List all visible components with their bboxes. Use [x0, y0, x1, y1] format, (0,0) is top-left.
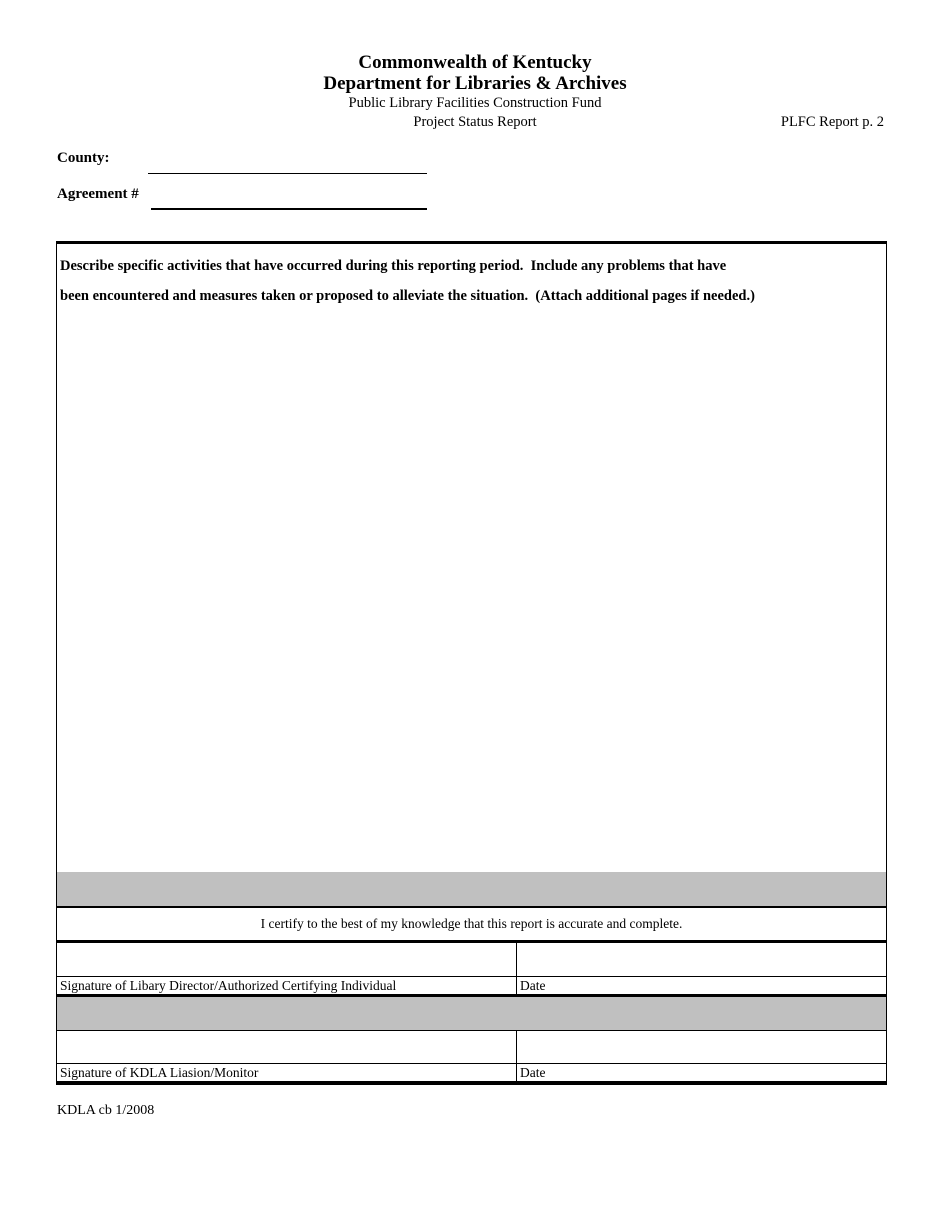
shaded-divider-bar	[57, 872, 886, 908]
org-title: Commonwealth of Kentucky	[358, 52, 592, 73]
director-date-field[interactable]	[517, 943, 886, 976]
kdla-label-row	[57, 1063, 886, 1081]
shaded-divider-bar	[57, 997, 886, 1031]
kdla-date-label: Date	[520, 1065, 546, 1080]
form-header	[0, 52, 950, 132]
page-number-label: PLFC Report p. 2	[780, 114, 884, 130]
director-date-label: Date	[520, 978, 546, 993]
kdla-date-field[interactable]	[517, 1031, 886, 1063]
report-title: Project Status Report	[413, 114, 537, 130]
kdla-signature-row	[57, 1031, 886, 1063]
activities-description-area[interactable]	[57, 244, 886, 872]
director-signature-label: Signature of Libary Director/Authorized Certifying Individual	[57, 977, 517, 994]
form-code: KDLA cb 1/2008	[57, 1103, 155, 1118]
director-signature-row	[57, 943, 886, 976]
kdla-signature-field[interactable]	[57, 1031, 517, 1063]
kdla-signature-label: Signature of KDLA Liasion/Monitor	[57, 1064, 517, 1081]
certification-row	[57, 908, 886, 943]
status-report-table	[56, 241, 887, 1085]
agreement-number-label: Agreement #	[57, 186, 139, 202]
program-title: Public Library Facilities Construction Fund	[348, 95, 602, 111]
instructions-line-2: been encountered and measures taken or proposed to alleviate the situation. (Attach additional pages if needed.)	[60, 288, 755, 304]
director-label-row	[57, 976, 886, 997]
director-signature-field[interactable]	[57, 943, 517, 976]
report-title-row	[0, 113, 950, 132]
certification-statement: I certify to the best of my knowledge that this report is accurate and complete.	[260, 916, 683, 931]
agreement-number-input[interactable]	[151, 192, 427, 210]
department-title: Department for Libraries & Archives	[323, 73, 627, 94]
instructions-line-1: Describe specific activities that have occurred during this reporting period. Include any problems that have	[60, 258, 727, 274]
county-input[interactable]	[148, 157, 427, 174]
county-label: County:	[57, 150, 110, 166]
